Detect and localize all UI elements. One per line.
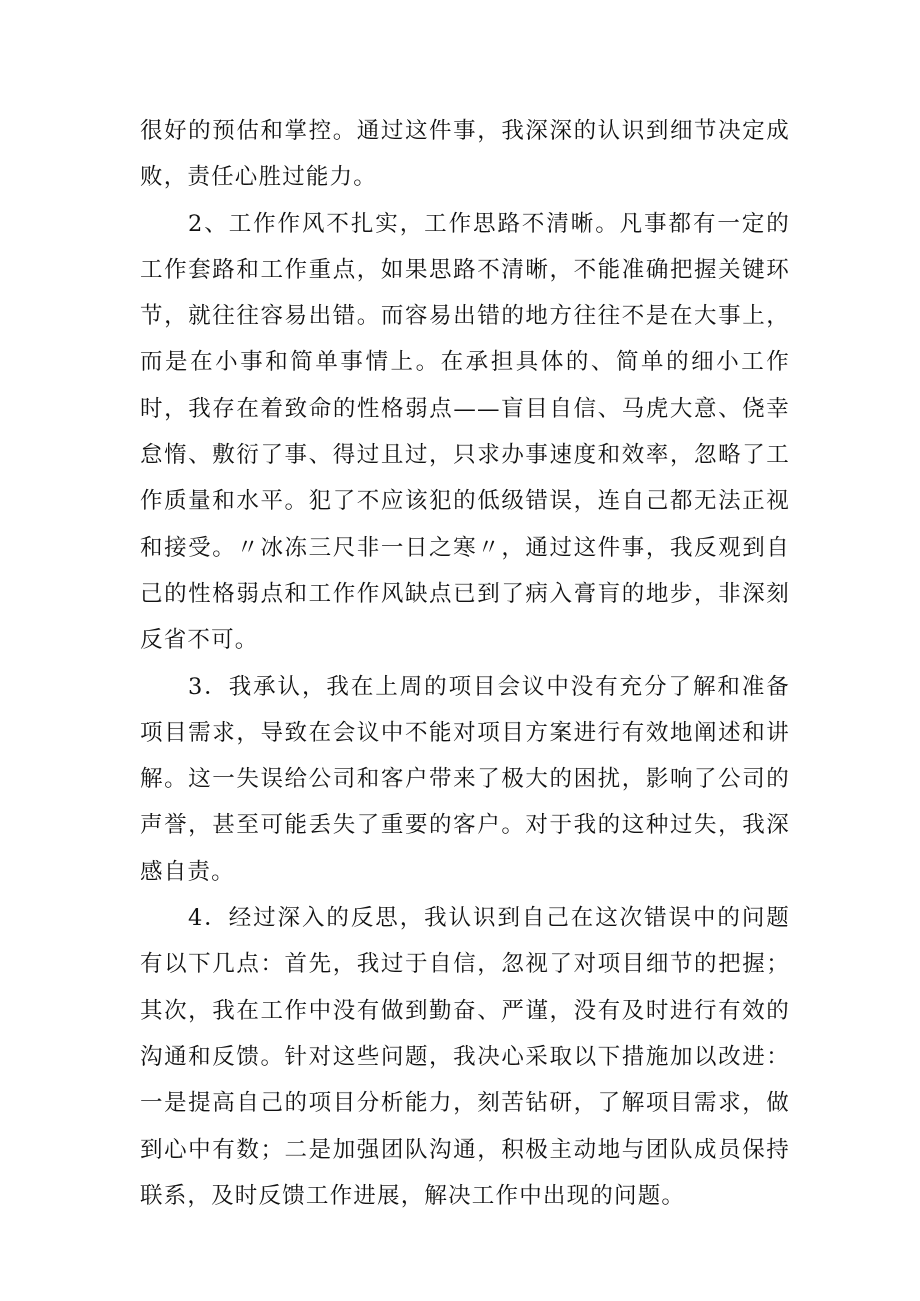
paragraph-item-2: 2、工作作风不扎实，工作思路不清晰。凡事都有一定的工作套路和工作重点，如果思路不清晰，不能准确把握关键环节，就往往容易出错。而容易出错的地方往往不是在大事上，而是在小事和简单事情上。在承担具体的、简单的细小工作时，我存在着致命的性格弱点——盲目自信、马虎大意、侥幸怠惰、敷衍了事、得过且过，只求办事速度和效率，忽略了工作质量和水平。犯了不应该犯的低级错误，连自己都无法正视和接受。〃冰冻三尺非一日之寒〃，通过这件事，我反观到自己的性格弱点和工作作风缺点已到了病入膏肓的地步，非深刻反省不可。	[140, 210, 790, 654]
paragraph-item-3: 3．我承认，我在上周的项目会议中没有充分了解和准备项目需求，导致在会议中不能对项目方案进行有效地阐述和讲解。这一失误给公司和客户带来了极大的困扰，影响了公司的声誉，甚至可能丢失了重要的客户。对于我的这种过失，我深感自责。	[140, 673, 790, 885]
document-body	[140, 108, 790, 1219]
paragraph-item-4: 4．经过深入的反思，我认识到自己在这次错误中的问题有以下几点：首先，我过于自信，忽视了对项目细节的把握；其次，我在工作中没有做到勤奋、严谨，没有及时进行有效的沟通和反馈。针对这些问题，我决心采取以下措施加以改进：一是提高自己的项目分析能力，刻苦钻研，了解项目需求，做到心中有数；二是加强团队沟通，积极主动地与团队成员保持联系，及时反馈工作进展，解决工作中出现的问题。	[140, 905, 790, 1209]
paragraph-continuation: 很好的预估和掌控。通过这件事，我深深的认识到细节决定成败，责任心胜过能力。	[140, 118, 790, 191]
